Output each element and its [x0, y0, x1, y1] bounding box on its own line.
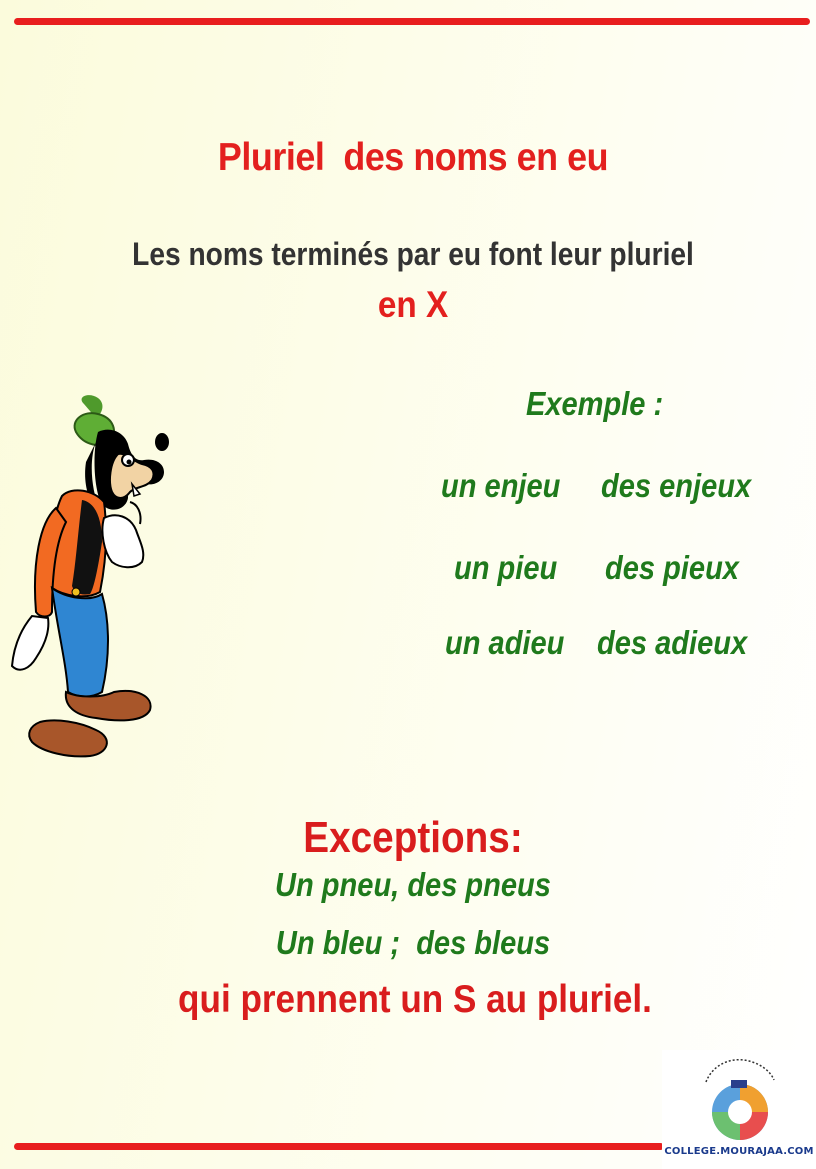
example-singular-1: un enjeu [441, 467, 561, 504]
logo-wheel-icon [698, 1056, 780, 1144]
example-singular-2: un pieu [454, 549, 558, 586]
rule-statement: Les noms terminés par eu font leur pluriel [132, 236, 694, 272]
example-plural-3: des adieux [597, 624, 748, 661]
goofy-illustration [6, 392, 176, 772]
exception-line-2: Un bleu ; des bleus [275, 924, 551, 961]
page-title: Pluriel des noms en eu [217, 136, 609, 179]
top-red-rule [14, 18, 810, 25]
example-plural-2: des pieux [605, 549, 739, 586]
site-logo [662, 1050, 816, 1169]
logo-text: COLLEGE.MOURAJAA.COM [664, 1146, 814, 1157]
exceptions-closing: qui prennent un S au pluriel. [178, 978, 652, 1021]
example-singular-3: un adieu [445, 624, 565, 661]
example-label: Exemple : [526, 385, 664, 422]
exception-line-1: Un pneu, des pneus [275, 866, 551, 903]
rule-emphasis: en X [377, 284, 449, 325]
example-plural-1: des enjeux [601, 467, 752, 504]
bottom-red-rule [14, 1143, 664, 1150]
exceptions-heading: Exceptions: [303, 813, 523, 862]
